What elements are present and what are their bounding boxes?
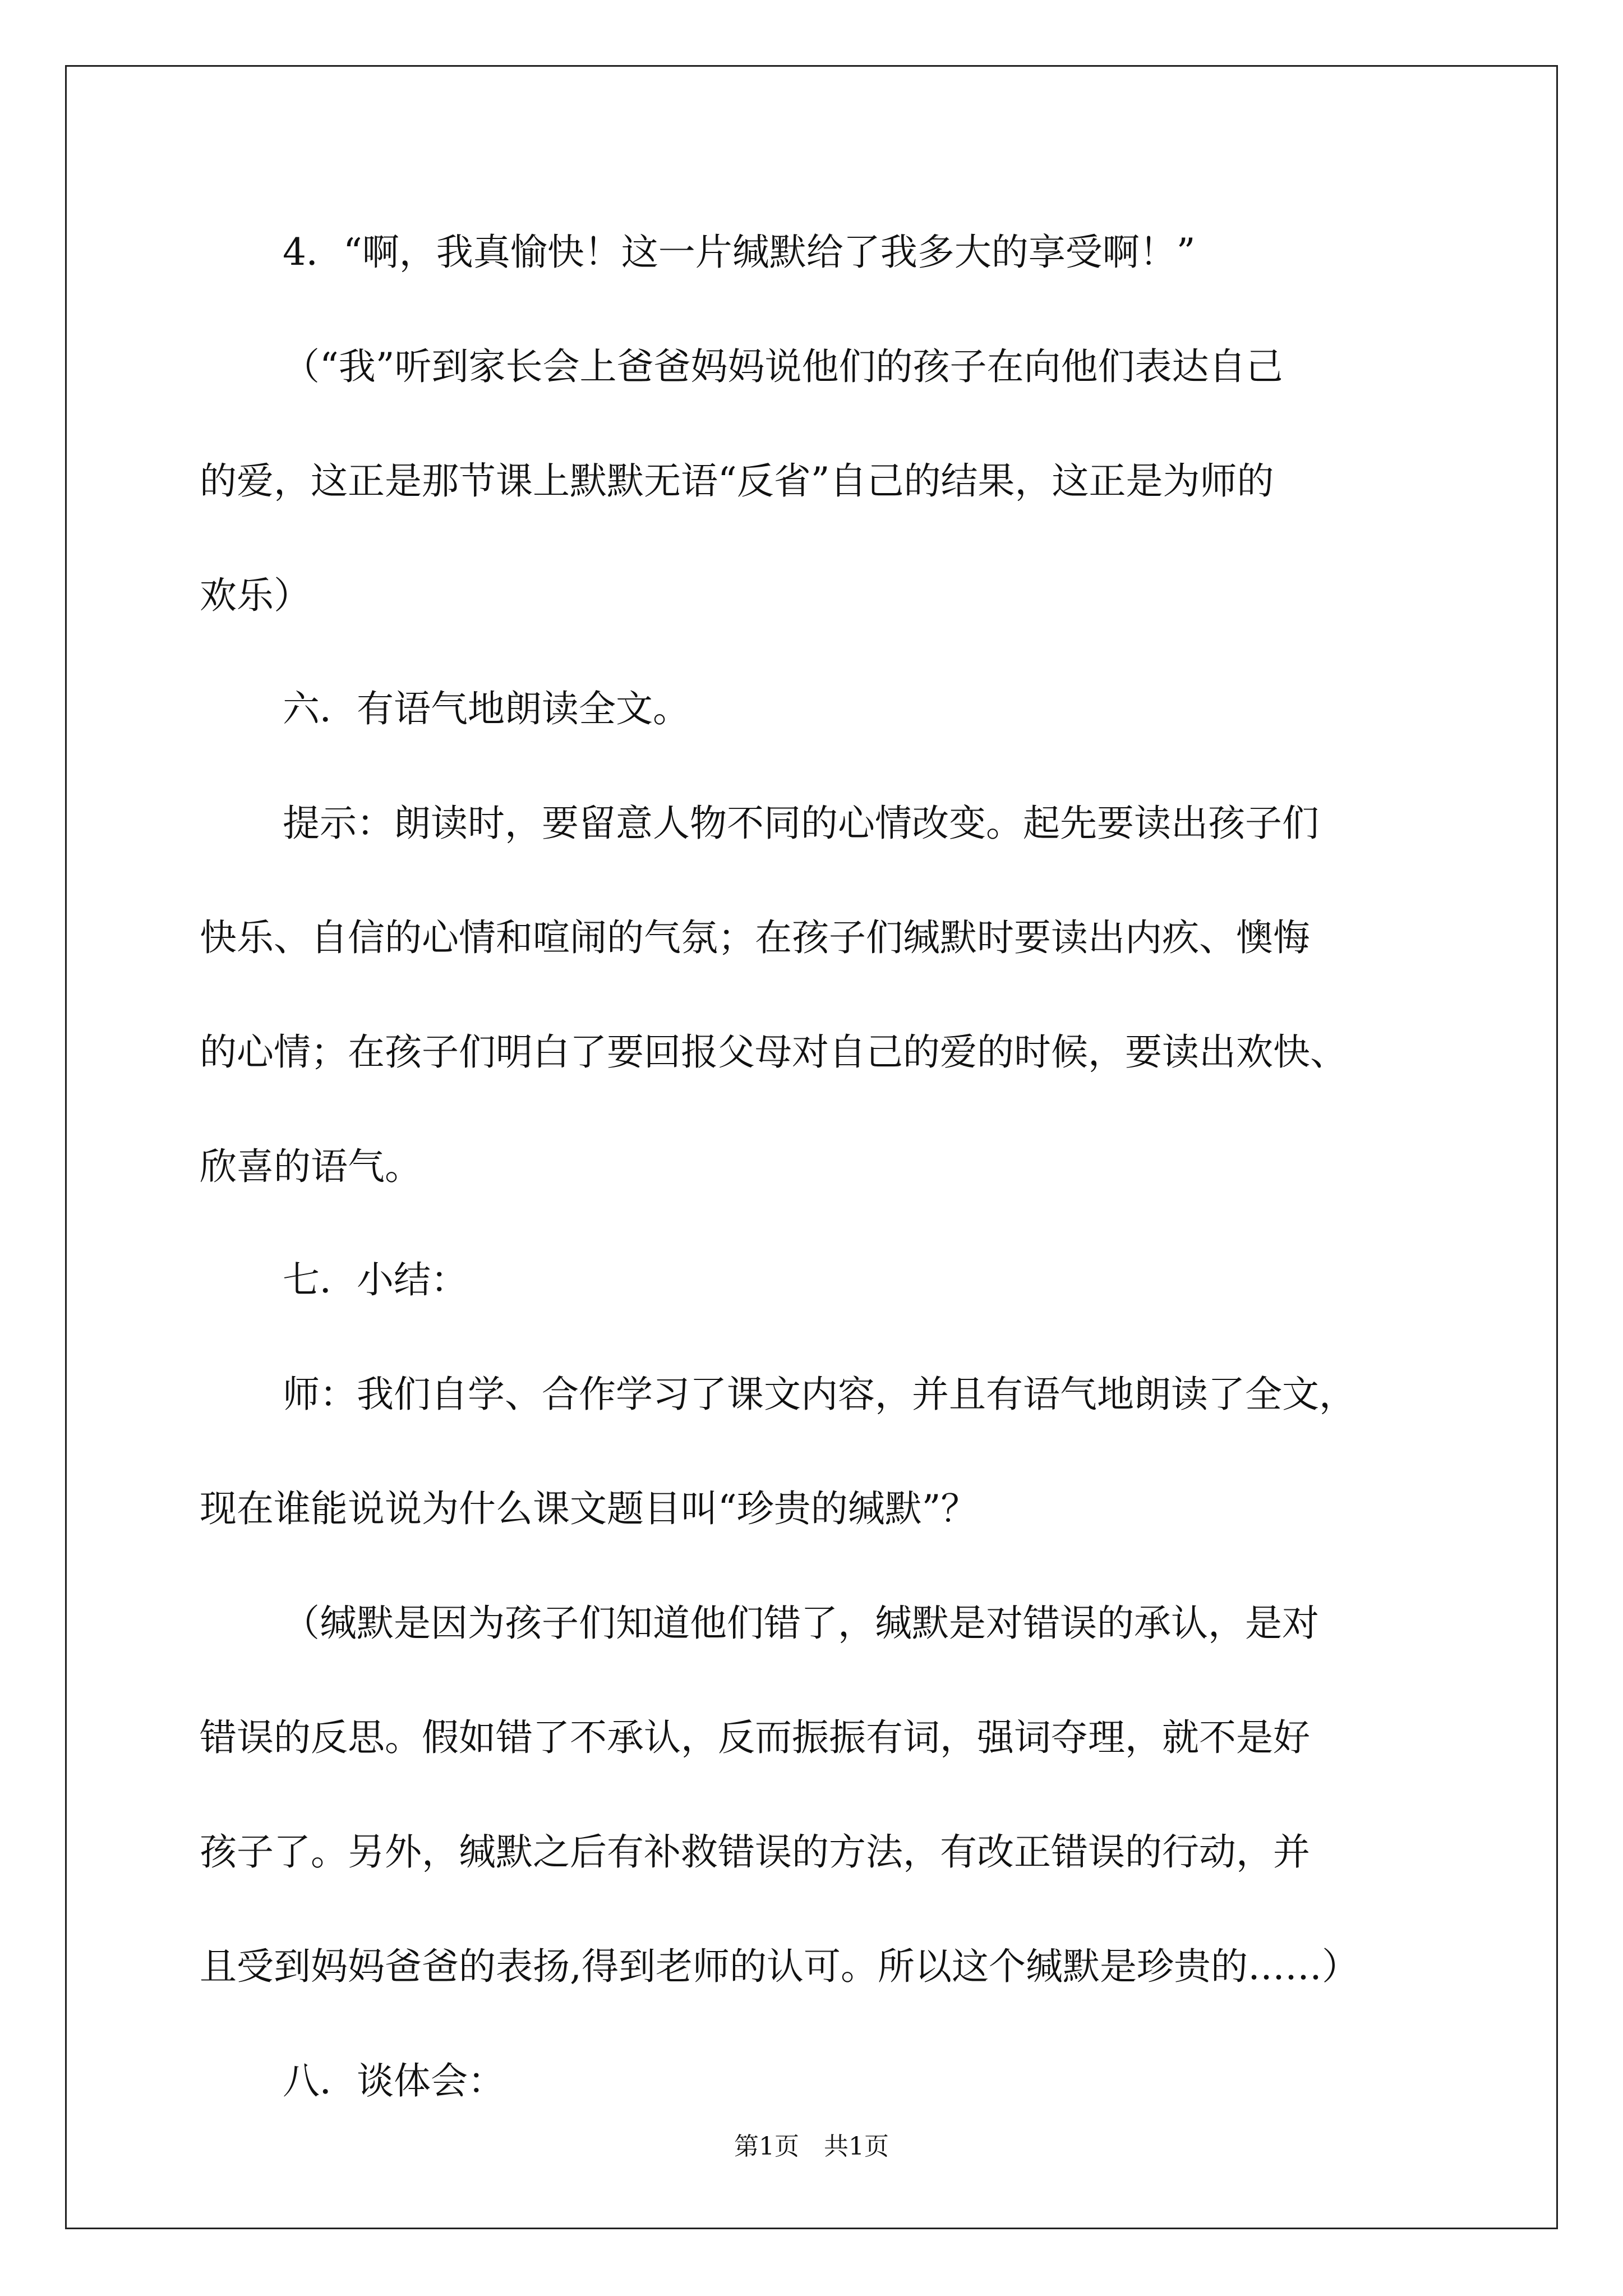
paragraph [200,766,1461,1224]
paragraph [200,310,1461,653]
text-line: 快乐、自信的心情和喧闹的气氛；在孩子们缄默时要读出内疚、懊悔 [200,916,1310,959]
text-line: （缄默是因为孩子们知道他们错了，缄默是对错误的承认，是对 [283,1602,1319,1645]
text-line: 八．谈体会： [283,2059,505,2102]
text-line: 六．有语气地朗读全文。 [283,687,690,730]
paragraph [200,652,1461,766]
text-line: 孩子了。另外，缄默之后有补救错误的方法，有改正错误的行动，并 [200,1830,1310,1874]
text-line: 现在谁能说说为什么课文题目叫“珍贵的缄默”？ [200,1487,978,1530]
text-line: 的爱，这正是那节课上默默无语“反省”自己的结果，这正是为师的 [200,459,1274,503]
text-line: 提示：朗读时，要留意人物不同的心情改变。起先要读出孩子们 [283,802,1319,845]
paragraph [200,1566,1461,2024]
text-line: 七．小结： [283,1258,468,1301]
paragraph [200,1223,1461,1337]
text-line: （“我”听到家长会上爸爸妈妈说他们的孩子在向他们表达自己 [283,345,1283,388]
paragraph [200,195,1461,310]
text-line: 欢乐） [200,574,311,617]
text-line: 4．“啊，我真愉快！这一片缄默给了我多大的享受啊！” [283,231,1196,274]
text-line: 师：我们自学、合作学习了课文内容，并且有语气地朗读了全文， [283,1373,1356,1416]
text-line: 且受到妈妈爸爸的表扬,得到老师的认可。所以这个缄默是珍贵的……） [200,1945,1359,1988]
text-line: 欣喜的语气。 [200,1145,422,1188]
paragraph [200,2024,1461,2138]
page-footer: 第1页 共1页 [734,2132,889,2161]
text-line: 的心情；在孩子们明白了要回报父母对自己的爱的时候，要读出欢快、 [200,1030,1347,1074]
text-line: 错误的反思。假如错了不承认，反而振振有词，强词夺理，就不是好 [200,1716,1310,1759]
paragraph [200,1337,1461,1566]
